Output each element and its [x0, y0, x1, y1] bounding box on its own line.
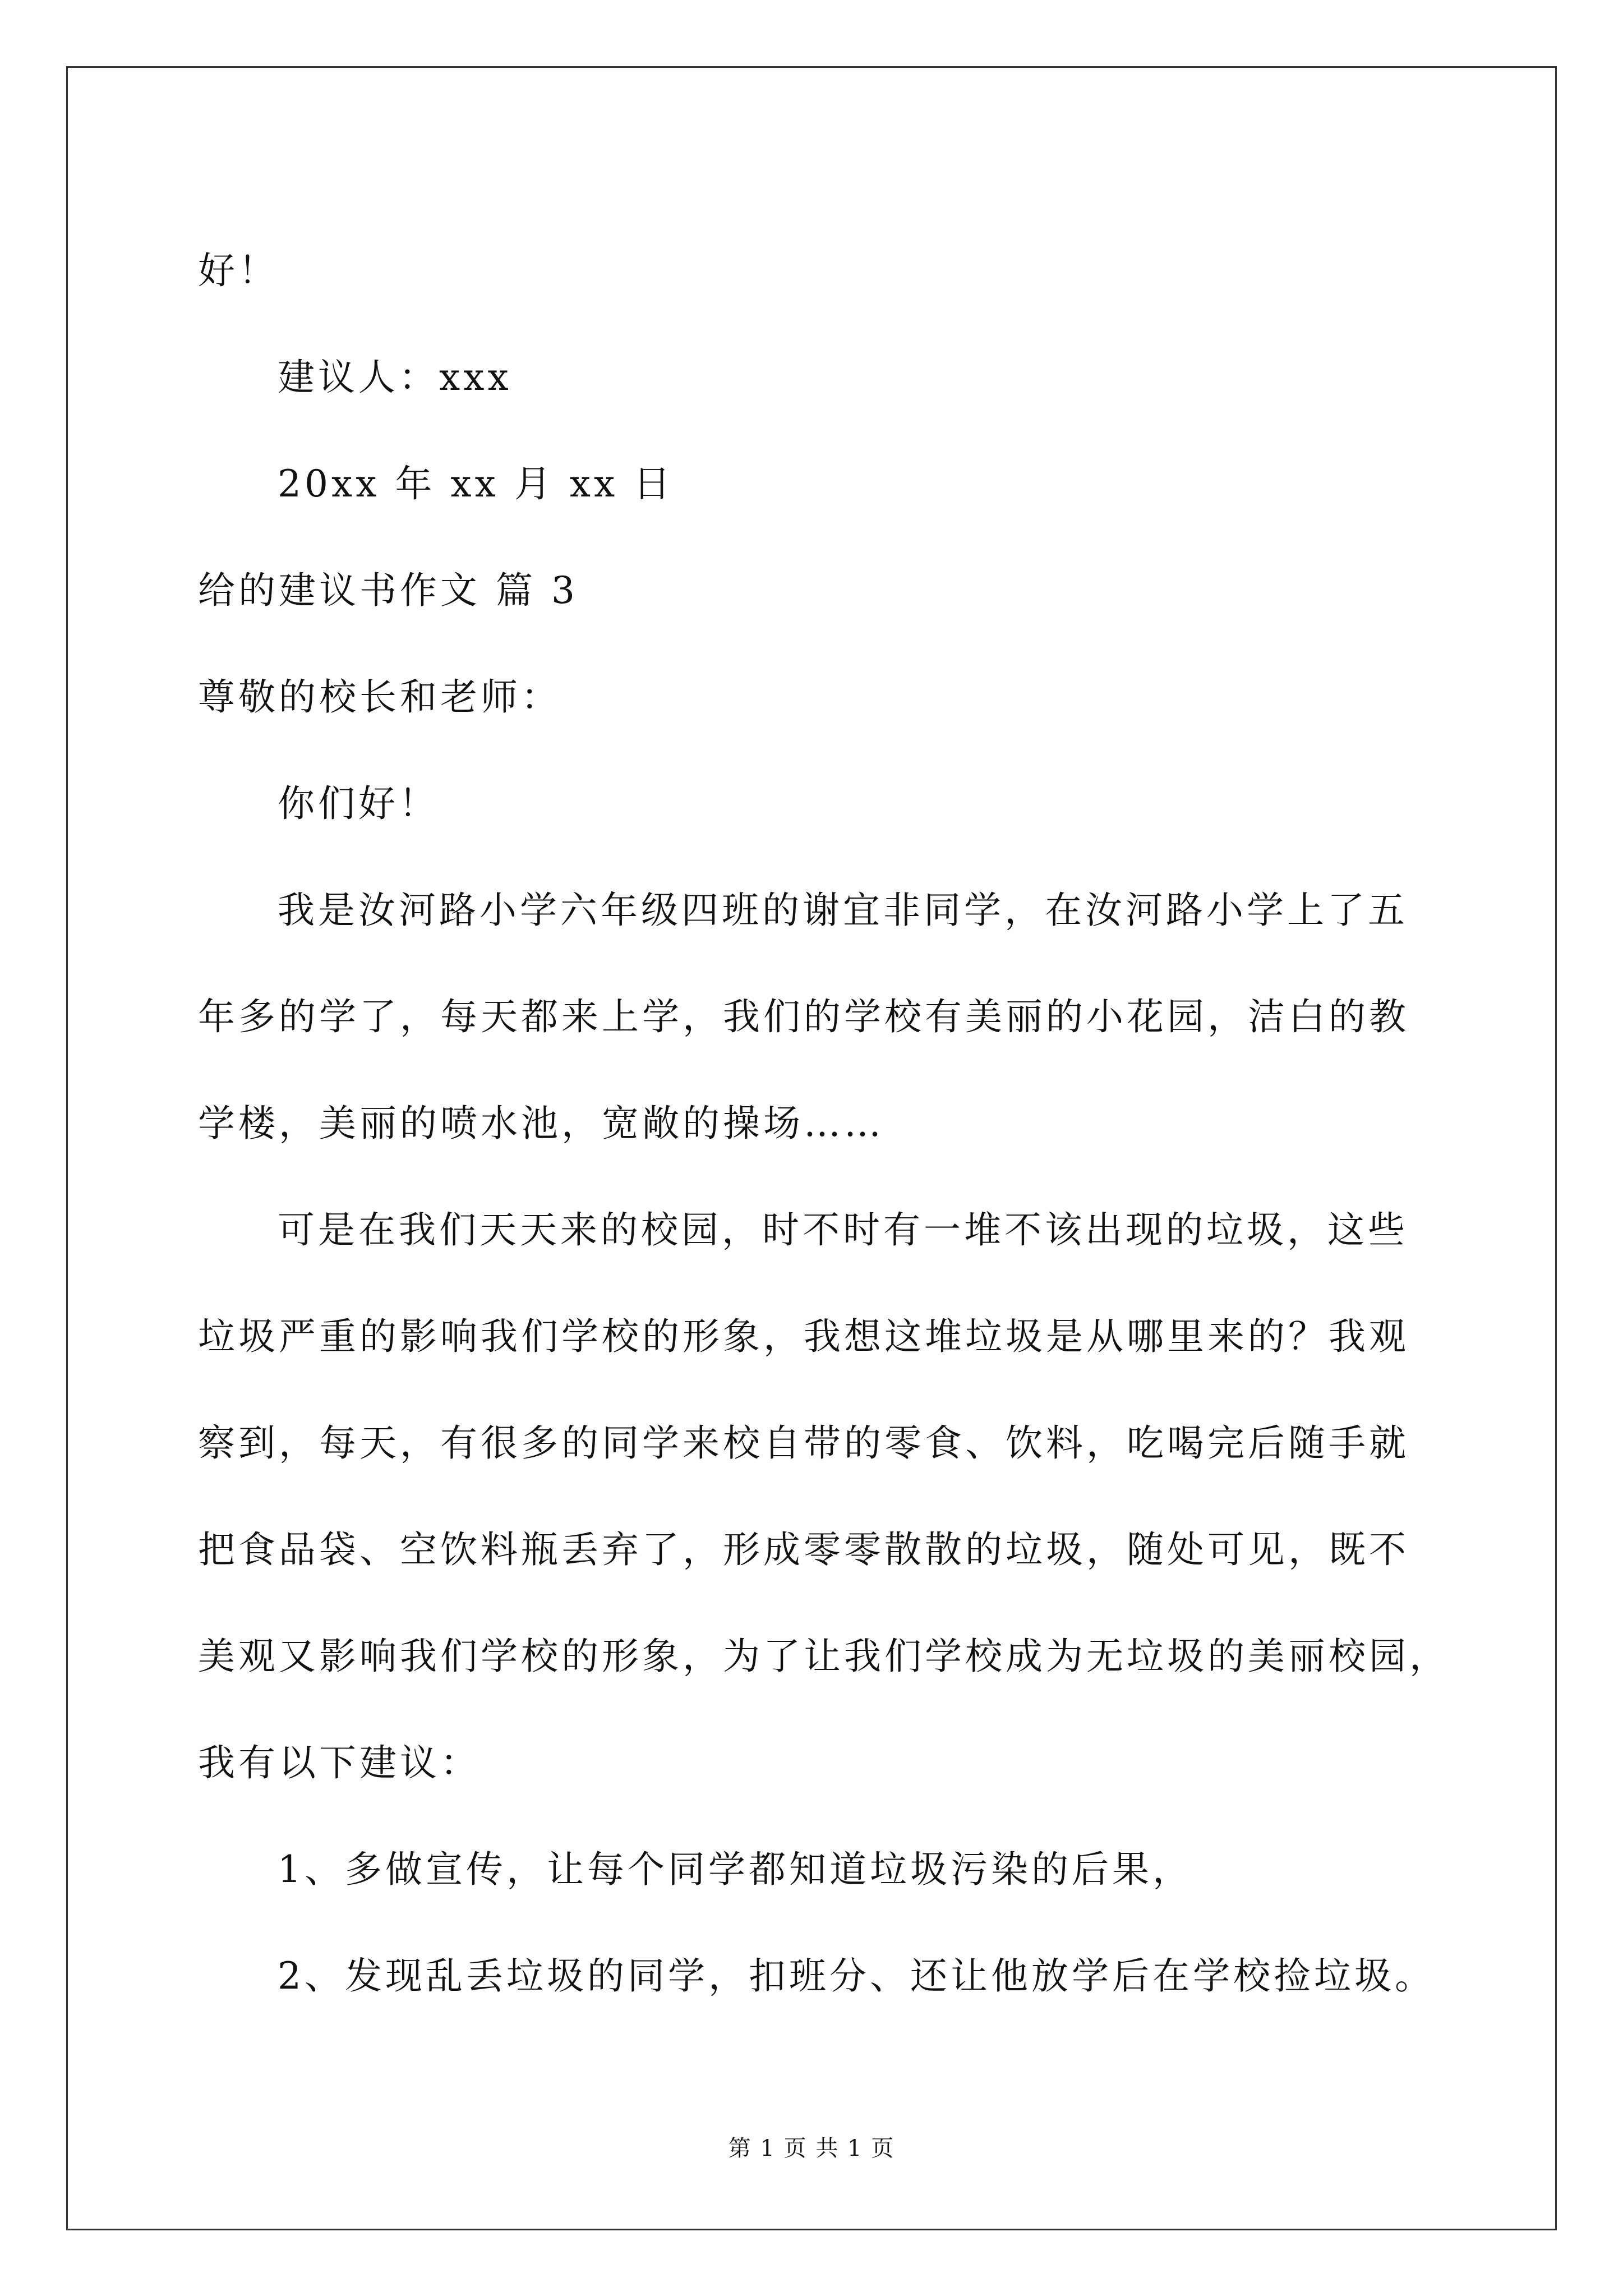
paragraph-line: 察到，每天，有很多的同学来校自带的零食、饮料，吃喝完后随手就	[198, 1421, 1409, 1465]
paragraph-line: 可是在我们天天来的校园，时不时有一堆不该出现的垃圾，这些	[278, 1208, 1408, 1251]
list-item: 2、发现乱丢垃圾的同学，扣班分、还让他放学后在学校捡垃圾。	[278, 1954, 1435, 1998]
greeting: 你们好！	[278, 782, 439, 825]
page-number-footer: 第 1 页 共 1 页	[728, 2136, 895, 2161]
document-body	[198, 218, 1450, 2030]
date-line: 20xx 年 xx 月 xx 日	[278, 462, 674, 505]
salutation: 尊敬的校长和老师：	[198, 675, 561, 719]
paragraph-line: 垃圾严重的影响我们学校的形象，我想这堆垃圾是从哪里来的？我观	[198, 1315, 1409, 1358]
paragraph-line: 学楼，美丽的喷水池，宽敞的操场……	[198, 1102, 884, 1145]
section-heading: 给的建议书作文 篇 3	[198, 569, 578, 612]
list-item: 1、多做宣传，让每个同学都知道垃圾污染的后果，	[278, 1848, 1193, 1891]
signature-line: 建议人：xxx	[278, 356, 512, 399]
paragraph-line: 美观又影响我们学校的形象，为了让我们学校成为无垃圾的美丽校园，	[198, 1635, 1450, 1678]
paragraph-line: 我是汝河路小学六年级四班的谢宜非同学，在汝河路小学上了五	[278, 889, 1408, 932]
paragraph-line: 年多的学了，每天都来上学，我们的学校有美丽的小花园，洁白的教	[198, 995, 1409, 1038]
text-line: 好！	[198, 249, 279, 292]
paragraph-line: 我有以下建议：	[198, 1741, 481, 1784]
paragraph-line: 把食品袋、空饮料瓶丢弃了，形成零零散散的垃圾，随处可见，既不	[198, 1528, 1409, 1571]
